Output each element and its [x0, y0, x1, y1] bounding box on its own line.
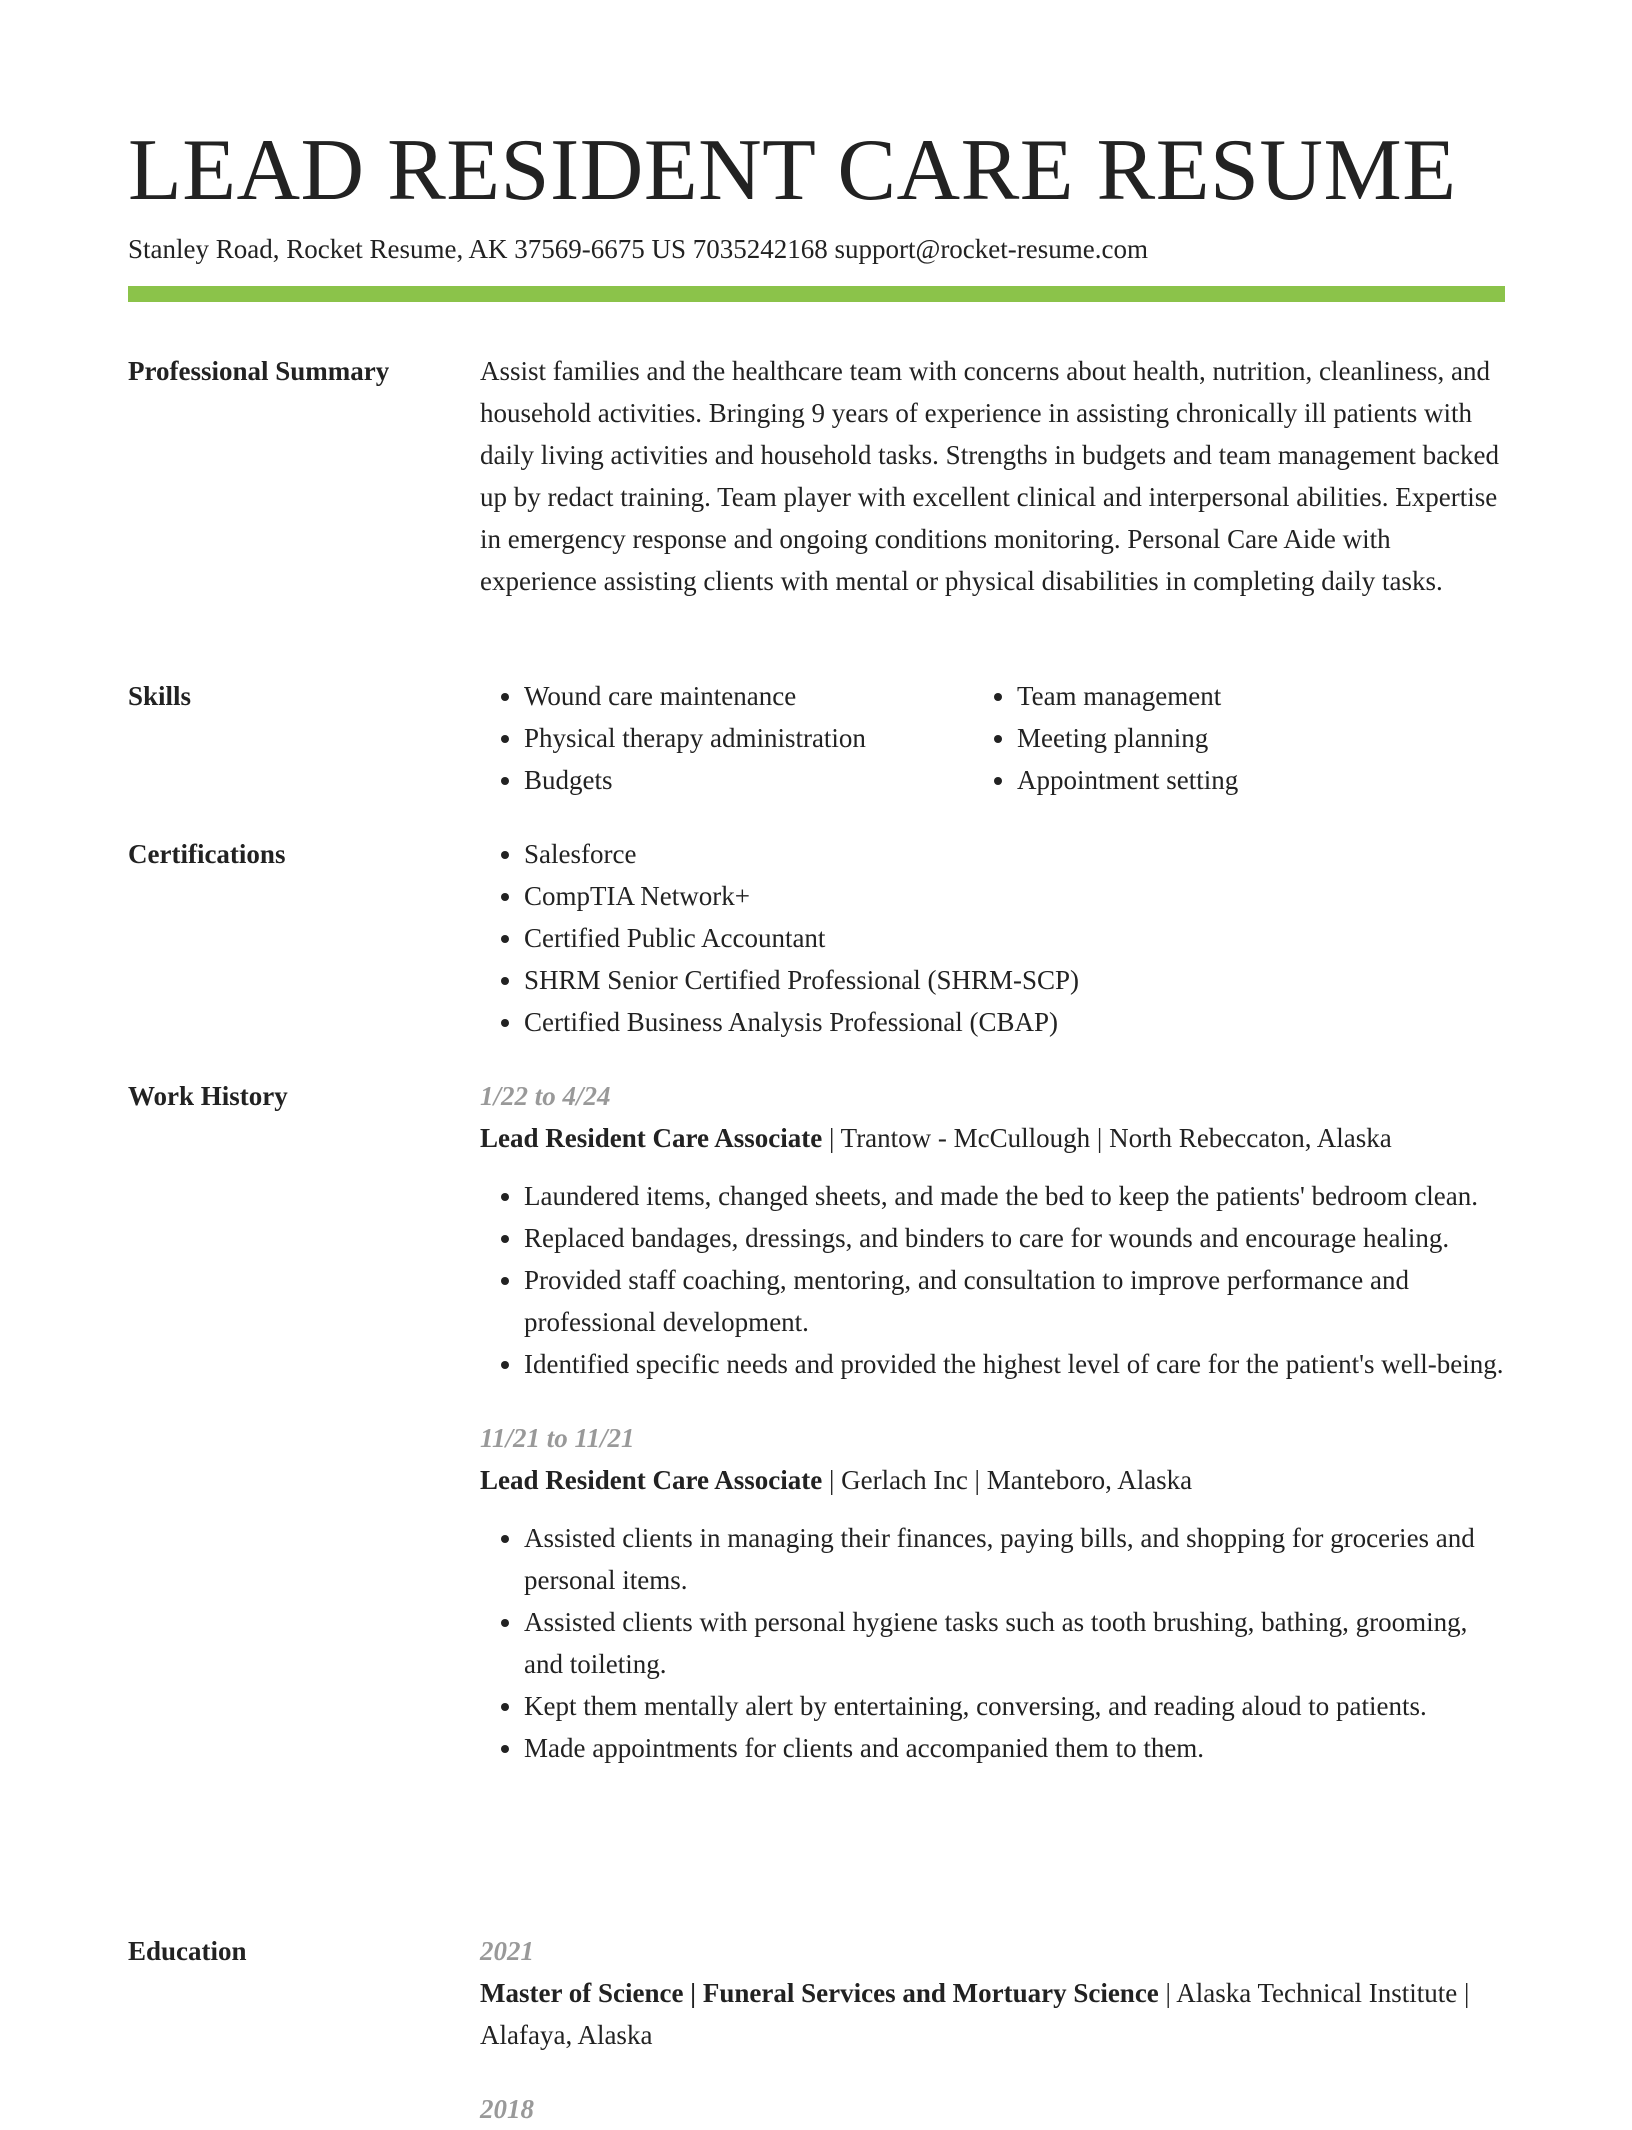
job-bullet: • Laundered items, changed sheets, and made the bed to keep the patients' bedroom clean.: [524, 1175, 1505, 1217]
work-history-heading: Work History: [128, 1081, 288, 1111]
job-entry: [480, 1417, 1505, 1769]
job-dates: 11/21 to 11/21: [480, 1423, 635, 1453]
job-bullet: • Assisted clients in managing their finances, paying bills, and shopping for groceries and personal items.: [524, 1517, 1505, 1601]
skills-column-left: [480, 675, 973, 801]
job-role: Lead Resident Care Associate: [480, 1465, 823, 1495]
certification-item: • CompTIA Network+: [524, 875, 1505, 917]
summary-text: Assist families and the healthcare team with concerns about health, nutrition, cleanliness, and household activities. Bringing 9 years of experience in assisting chronically ill patients with daily living activities and household tasks. Strengths in budgets and team management backed up by redact training. Team player with excellent clinical and interpersonal abilities. Expertise in emergency response and ongoing conditions monitoring. Personal Care Aide with experience assisting clients with mental or physical disabilities in completing daily tasks.: [480, 356, 1500, 596]
skills-heading: Skills: [128, 681, 192, 711]
job-bullet-list: [480, 1517, 1505, 1769]
summary-body: [480, 350, 1505, 602]
job-bullet-list: [480, 1175, 1505, 1385]
job-dates: 1/22 to 4/24: [480, 1081, 611, 1111]
skill-item: • Budgets: [524, 759, 973, 801]
job-role: Lead Resident Care Associate: [480, 1123, 823, 1153]
education-degree: Master of Science | Funeral Services and Mortuary Science: [480, 1978, 1159, 2008]
skill-item: • Meeting planning: [1017, 717, 1505, 759]
job-details: | Gerlach Inc | Manteboro, Alaska: [822, 1465, 1193, 1495]
education-entry: [480, 1930, 1505, 2056]
job-bullet: • Assisted clients with personal hygiene tasks such as tooth brushing, bathing, grooming, and toileting.: [524, 1601, 1505, 1685]
summary-heading: Professional Summary: [128, 356, 390, 386]
job-title-line: [480, 1459, 1505, 1501]
job-bullet: • Kept them mentally alert by entertaining, conversing, and reading aloud to patients.: [524, 1685, 1505, 1727]
resume-title: LEAD RESIDENT CARE RESUME: [128, 122, 1457, 219]
education-details: | Alaska Technical Institute | Alafaya, Alaska: [480, 1978, 1470, 2050]
work-history-body: [480, 1075, 1505, 1769]
job-details: | Trantow - McCullough | North Rebeccaton, Alaska: [822, 1123, 1392, 1153]
education-entry: [480, 2088, 1505, 2130]
certification-item: • Salesforce: [524, 833, 1505, 875]
skills-column-right: [973, 675, 1505, 801]
certifications-heading: Certifications: [128, 839, 286, 869]
certification-item: • Certified Business Analysis Professional (CBAP): [524, 1001, 1505, 1043]
skill-item: • Team management: [1017, 675, 1505, 717]
certification-item: • Certified Public Accountant: [524, 917, 1505, 959]
job-bullet: • Provided staff coaching, mentoring, and consultation to improve performance and professional development.: [524, 1259, 1505, 1343]
job-bullet: • Identified specific needs and provided the highest level of care for the patient's well-being.: [524, 1343, 1505, 1385]
skills-list: [480, 675, 1505, 801]
education-year: 2021: [480, 1936, 534, 1966]
education-body: [480, 1930, 1505, 2130]
job-bullet: • Made appointments for clients and accompanied them to them.: [524, 1727, 1505, 1769]
contact-line: Stanley Road, Rocket Resume, AK 37569-6675 US 7035242168 support@rocket-resume.com: [128, 234, 1148, 264]
education-heading: Education: [128, 1936, 247, 1966]
education-year: 2018: [480, 2094, 534, 2124]
education-degree-line: [480, 1972, 1505, 2056]
certifications-body: [480, 833, 1505, 1043]
job-entry: [480, 1075, 1505, 1385]
accent-divider: [128, 286, 1505, 302]
skill-item: • Physical therapy administration: [524, 717, 973, 759]
skill-item: • Appointment setting: [1017, 759, 1505, 801]
certifications-list: [480, 833, 1505, 1043]
skill-item: • Wound care maintenance: [524, 675, 973, 717]
job-title-line: [480, 1117, 1505, 1159]
certification-item: • SHRM Senior Certified Professional (SHRM-SCP): [524, 959, 1505, 1001]
job-bullet: • Replaced bandages, dressings, and binders to care for wounds and encourage healing.: [524, 1217, 1505, 1259]
